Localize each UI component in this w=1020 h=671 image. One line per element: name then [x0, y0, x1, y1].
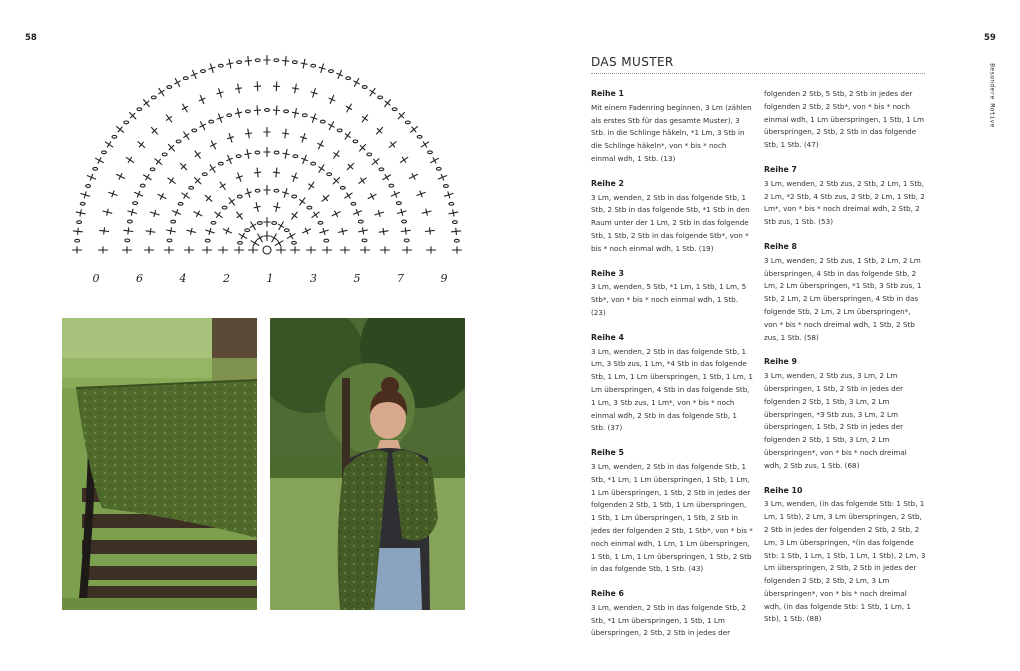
stitch-crossbar: [227, 63, 233, 64]
chain-symbol: [324, 239, 329, 242]
row-label: Reihe 5: [591, 448, 624, 458]
magic-ring-symbol: [263, 246, 271, 254]
stitch-crossbar: [383, 228, 384, 234]
diagram-row-label: 2: [223, 272, 230, 285]
row-instructions: 3 Lm, wenden, 2 Stb in das folgende Stb, 2 Stb, *1 Lm überspringen, 1 Stb, 1 Lm überspringen, 2 Stb, 2 Stb in jedes der: [591, 602, 747, 638]
stitch-crossbar: [170, 178, 174, 183]
chain-symbol: [329, 70, 334, 73]
chain-symbol: [140, 184, 145, 187]
stitch-crossbar: [370, 90, 375, 94]
stitch-crossbar: [456, 228, 457, 234]
chain-symbol: [274, 151, 279, 154]
diagram-row-label: 9: [440, 272, 448, 285]
diagram-row-label: 6: [136, 272, 143, 285]
chain-symbol: [227, 114, 232, 117]
chain-symbol: [272, 222, 277, 225]
pattern-row: [591, 332, 753, 435]
chain-symbol: [167, 239, 172, 242]
chain-symbol: [402, 220, 407, 223]
page-number-right: 59: [984, 33, 996, 43]
stitch-crossbar: [191, 228, 193, 234]
stitch-crossbar: [184, 193, 188, 198]
photo-shawl-on-bench: [62, 318, 257, 610]
chain-symbol: [346, 77, 351, 80]
pattern-row: [591, 588, 753, 640]
stitch-crossbar: [245, 153, 251, 154]
chain-symbol: [255, 59, 260, 62]
pattern-row: [591, 447, 753, 576]
stitch-crossbar: [402, 157, 406, 162]
chain-symbol: [222, 206, 227, 209]
stitch-crossbar: [229, 200, 234, 204]
pattern-row: [591, 178, 753, 256]
chain-symbol: [77, 221, 82, 224]
pattern-row: [764, 356, 926, 472]
chain-symbol: [151, 96, 156, 99]
chain-symbol: [284, 110, 289, 113]
chain-symbol: [311, 64, 316, 67]
row-label: Reihe 1: [591, 89, 624, 98]
stitch-crossbar: [282, 133, 288, 134]
stitch-crossbar: [220, 184, 225, 188]
chain-symbol: [189, 186, 194, 189]
stitch-crossbar: [309, 184, 314, 188]
stitch-crossbar: [235, 88, 241, 89]
chain-symbol: [112, 135, 117, 138]
row-label: Reihe 6: [591, 589, 624, 599]
chain-symbol: [320, 120, 325, 123]
chain-symbol: [362, 86, 367, 89]
stitch-crossbar: [104, 228, 105, 234]
row-instructions: 3 Lm, wenden, (in das folgende Stb: 1 Stb, 1 Lm, 1 Stb), 2 Lm, 3 Lm überspringen, 2 Stb, 2 Stb in jedes der folgenden 2 Stb, 2 Stb, 2 Lm, 3 Lm überspringen, *(in das folgende Stb: 1 Stb, 1 Lm, 1 Stb, 1 Lm, 1 Stb), 2 Lm, 3 Lm überspringen, 2 Stb, 2 Stb in jedes der folgenden 2 Stb, 2 Stb, 2 Lm, 3 Lm überspringen*, von * bis * noch dreimal wdh, (in das folgende Stb: 1 Stb, 1 Lm, 1 Stb), 1 Stb. (88): [764, 499, 926, 624]
chain-symbol: [124, 121, 129, 124]
chain-symbol: [128, 220, 133, 223]
stitch-crossbar: [453, 210, 454, 216]
stitch-crossbar: [195, 153, 200, 157]
chain-symbol: [379, 168, 384, 171]
chain-symbol: [167, 86, 172, 89]
chain-symbol: [218, 64, 223, 67]
chain-symbol: [238, 241, 243, 244]
chain-symbol: [255, 151, 260, 154]
row-instructions: 3 Lm, wenden, 2 Stb in das folgende Stb, 1 Lm, 3 Stb zus, 1 Lm, *4 Stb in das folgende Stb, 1 Lm, 1 Lm überspringen, 1 Stb, 1 Lm, 1 Lm überspringen, 4 Stb in das folgende Stb, 1 Lm, 3 Stb zus, 1 Lm*, von * bis * noch einmal wdh, 2 Stb in das folgende Stb, 1 Stb. (37): [591, 346, 753, 433]
stitch-crossbar: [107, 209, 108, 215]
chain-symbol: [80, 202, 85, 205]
crochet-chart-diagram: [58, 54, 476, 290]
chain-symbol: [353, 140, 358, 143]
stitch-crossbar: [210, 167, 215, 171]
row-label: Reihe 9: [764, 357, 797, 367]
stitch-crossbar: [245, 61, 251, 62]
chain-symbol: [404, 239, 409, 242]
pattern-heading: DAS MUSTER: [591, 55, 925, 74]
chain-symbol: [176, 140, 181, 143]
chain-symbol: [202, 173, 207, 176]
chain-symbol: [405, 121, 410, 124]
chain-symbol: [311, 162, 316, 165]
chain-symbol: [265, 109, 270, 112]
chain-symbol: [453, 221, 458, 224]
stitch-crossbar: [292, 88, 298, 89]
chain-symbol: [358, 220, 363, 223]
chain-symbol: [125, 239, 130, 242]
chain-symbol: [351, 202, 356, 205]
stitch-crossbar: [283, 61, 289, 62]
stitch-crossbar: [361, 178, 365, 183]
chain-symbol: [284, 229, 289, 232]
chain-symbol: [417, 135, 422, 138]
chain-symbol: [211, 221, 216, 224]
stitch-crossbar: [362, 117, 367, 121]
chain-symbol: [86, 185, 91, 188]
row-instructions: Mit einem Fadenring beginnen, 3 Lm (zählen als erstes Stb für das gesamte Muster), 3 Stb. in die Schlinge häkeln, *1 Lm, 3 Stb in die Schlinge häkeln*, von * bis * noch einmal wdh, 1 Stb. (13): [591, 102, 752, 163]
stitch-crossbar: [167, 117, 172, 121]
row-label: Reihe 10: [764, 485, 803, 495]
chain-symbol: [237, 61, 242, 64]
diagram-row-label: 3: [310, 272, 317, 285]
stitch-crossbar: [300, 200, 305, 204]
photo-woman-wearing-shawl: [270, 318, 465, 610]
diagram-row-label: 7: [397, 272, 404, 285]
chain-symbol: [378, 96, 383, 99]
chain-symbol: [93, 167, 98, 170]
chain-symbol: [337, 129, 342, 132]
stitch-crossbar: [283, 153, 289, 154]
stitch-crossbar: [274, 206, 280, 207]
chain-symbol: [201, 70, 206, 73]
pattern-row: [591, 268, 753, 320]
chain-symbol: [392, 108, 397, 111]
stitch-crossbar: [80, 210, 81, 216]
chain-symbol: [192, 129, 197, 132]
row-label: Reihe 3: [591, 268, 624, 278]
diagram-row-label: 1: [266, 272, 274, 285]
chain-symbol: [245, 229, 250, 232]
page-number-left: 58: [25, 33, 37, 43]
diagram-row-label: 5: [353, 272, 361, 285]
stitch-crossbar: [170, 228, 171, 234]
stitch-crossbar: [334, 153, 339, 157]
chain-symbol: [218, 162, 223, 165]
chain-symbol: [205, 239, 210, 242]
row-instructions: 3 Lm, wenden, 2 Stb zus, 3 Lm, 2 Lm überspringen, 1 Stb, 2 Stb in jedes der folgenden 2 Stb, 1 Stb, 3 Lm, 2 Lm überspringen, *3 Stb zus, 3 Lm, 2 Lm überspringen, 1 Stb, 2 Stb in jedes der folgenden 2 Stb, 1 Stb, 3 Lm, 2 Lm überspringen*, von * bis * noch dreimal wdh, 2 Stb zus, 1 Stb. (68): [764, 371, 907, 470]
chain-symbol: [362, 239, 367, 242]
diagram-row-label: 0: [92, 272, 100, 285]
row-instructions: 3 Lm, wenden, 5 Stb, *1 Lm, 1 Stb, 1 Lm, 5 Stb*, von * bis * noch einmal wdh, 1 Stb. (23): [591, 282, 747, 317]
chain-symbol: [178, 202, 183, 205]
stitch-crossbar: [146, 175, 149, 180]
row-label: Reihe 2: [591, 178, 624, 188]
stitch-crossbar: [184, 134, 189, 138]
chain-symbol: [292, 241, 297, 244]
stitch-crossbar: [347, 193, 351, 198]
stitch-crossbar: [345, 134, 350, 138]
stitch-crossbar: [254, 206, 260, 207]
diagram-row-label: 4: [179, 272, 187, 285]
stitch-crossbar: [430, 228, 431, 234]
chain-symbol: [236, 155, 241, 158]
side-label: Besondere Motive: [988, 63, 996, 128]
stitch-crossbar: [245, 133, 251, 134]
chain-symbol: [292, 195, 297, 198]
stitch-crossbar: [363, 228, 364, 234]
stitch-crossbar: [426, 209, 427, 215]
chain-symbol: [454, 239, 459, 242]
pattern-column-1: [591, 88, 753, 652]
stitch-crossbar: [217, 212, 221, 217]
pattern-row: [764, 164, 926, 229]
chain-symbol: [340, 186, 345, 189]
pattern-row: [764, 485, 926, 627]
stitch-crossbar: [128, 228, 129, 234]
chain-symbol: [257, 222, 262, 225]
pattern-row: [764, 241, 926, 344]
stitch-crossbar: [301, 63, 307, 64]
chain-symbol: [255, 189, 260, 192]
stitch-crossbar: [385, 175, 388, 180]
row-label: Reihe 8: [764, 241, 797, 251]
chain-symbol: [428, 151, 433, 154]
chain-symbol: [274, 189, 279, 192]
chain-symbol: [75, 239, 80, 242]
stitch-crossbar: [255, 172, 261, 173]
row-instructions: folgenden 2 Stb, 5 Stb, 2 Stb in jedes der folgenden 2 Stb, 2 Stb*, von * bis * noch einmal wdh, 1 Lm überspringen, 1 Stb, 1 Lm überspringen, 2 Stb, 2 Stb in das folgende Stb, 1 Stb. (47): [764, 89, 925, 150]
chain-symbol: [307, 206, 312, 209]
stitch-crossbar: [159, 90, 164, 94]
chain-symbol: [444, 185, 449, 188]
chain-symbol: [183, 77, 188, 80]
chain-symbol: [449, 202, 454, 205]
chain-symbol: [436, 167, 441, 170]
chain-symbol: [327, 173, 332, 176]
stitch-crossbar: [292, 112, 298, 113]
row-instructions: 3 Lm, wenden, 2 Stb in das folgende Stb, 1 Stb, *1 Lm, 1 Lm überspringen, 1 Stb, 1 Lm, 1 Lm überspringen, 1 Stb, 2 Stb in jedes der folgenden 2 Stb, 1 Stb, 1 Lm überspringen, 1 Stb, 1 Lm überspringen, 1 Stb, 2 Stb in jedes der folgenden 2 Stb, 1 Stb*, von * bis * noch einmal wdh, 1 Lm, 1 Lm überspringen, 1 Stb, 1 Lm, 1 Lm überspringen, 1 Stb, 2 Stb in das folgende Stb, 1 Stb. (43): [591, 461, 753, 574]
pattern-row: [591, 88, 753, 166]
stitch-crossbar: [342, 228, 344, 234]
stitch-crossbar: [78, 228, 79, 234]
chain-symbol: [237, 195, 242, 198]
chain-symbol: [293, 61, 298, 64]
chain-symbol: [209, 120, 214, 123]
stitch-crossbar: [314, 212, 318, 217]
stitch-crossbar: [235, 112, 241, 113]
chain-symbol: [397, 202, 402, 205]
chain-symbol: [293, 155, 298, 158]
stitch-crossbar: [423, 142, 427, 147]
row-label: Reihe 4: [591, 332, 624, 342]
chain-symbol: [246, 110, 251, 113]
chain-symbol: [162, 153, 167, 156]
chain-symbol: [367, 153, 372, 156]
stitch-crossbar: [150, 228, 151, 234]
row-instructions: 3 Lm, wenden, 2 Stb in das folgende Stb, 1 Stb, 2 Stb in das folgende Stb, *1 Stb in den Raum unter der 1 Lm, 2 Stb in das folgende Stb, 1 Stb, 2 Stb in das folgende Stb*, von * bis * noch einmal wdh, 1 Stb. (19): [591, 192, 750, 253]
chain-symbol: [274, 59, 279, 62]
stitch-crossbar: [273, 172, 279, 173]
row-instructions: 3 Lm, wenden, 2 Stb zus, 1 Stb, 2 Lm, 2 Lm überspringen, 4 Stb in das folgende Stb, 2 Lm, 2 Lm überspringen, *1 Stb, 3 Stb zus, 1 Stb, 2 Lm, 2 Lm überspringen, 4 Stb in das folgende Stb, 2 Lm, 2 Lm überspringen*, von * bis * noch dreimal wdh, 1 Stb, 2 Stb zus, 1 Stb. (58): [764, 255, 922, 342]
chain-symbol: [171, 220, 176, 223]
stitch-crossbar: [319, 167, 324, 171]
chain-symbol: [133, 202, 138, 205]
chain-symbol: [302, 114, 307, 117]
pattern-column-2: [764, 88, 926, 638]
chain-symbol: [318, 221, 323, 224]
chain-symbol: [137, 108, 142, 111]
row-label: Reihe 7: [764, 164, 797, 174]
stitch-crossbar: [128, 157, 132, 162]
chain-symbol: [150, 168, 155, 171]
stitch-crossbar: [405, 228, 406, 234]
stitch-crossbar: [107, 142, 111, 147]
chain-symbol: [389, 184, 394, 187]
chain-symbol: [102, 151, 107, 154]
pattern-row: [764, 88, 926, 152]
row-instructions: 3 Lm, wenden, 2 Stb zus, 2 Stb, 2 Lm, 1 Stb, 2 Lm, *2 Stb, 4 Stb zus, 2 Stb, 2 Lm, 1 Stb, 2 Lm*, von * bis * noch dreimal wdh, 2 Stb, 2 Stb zus, 1 Stb. (53): [764, 178, 925, 227]
